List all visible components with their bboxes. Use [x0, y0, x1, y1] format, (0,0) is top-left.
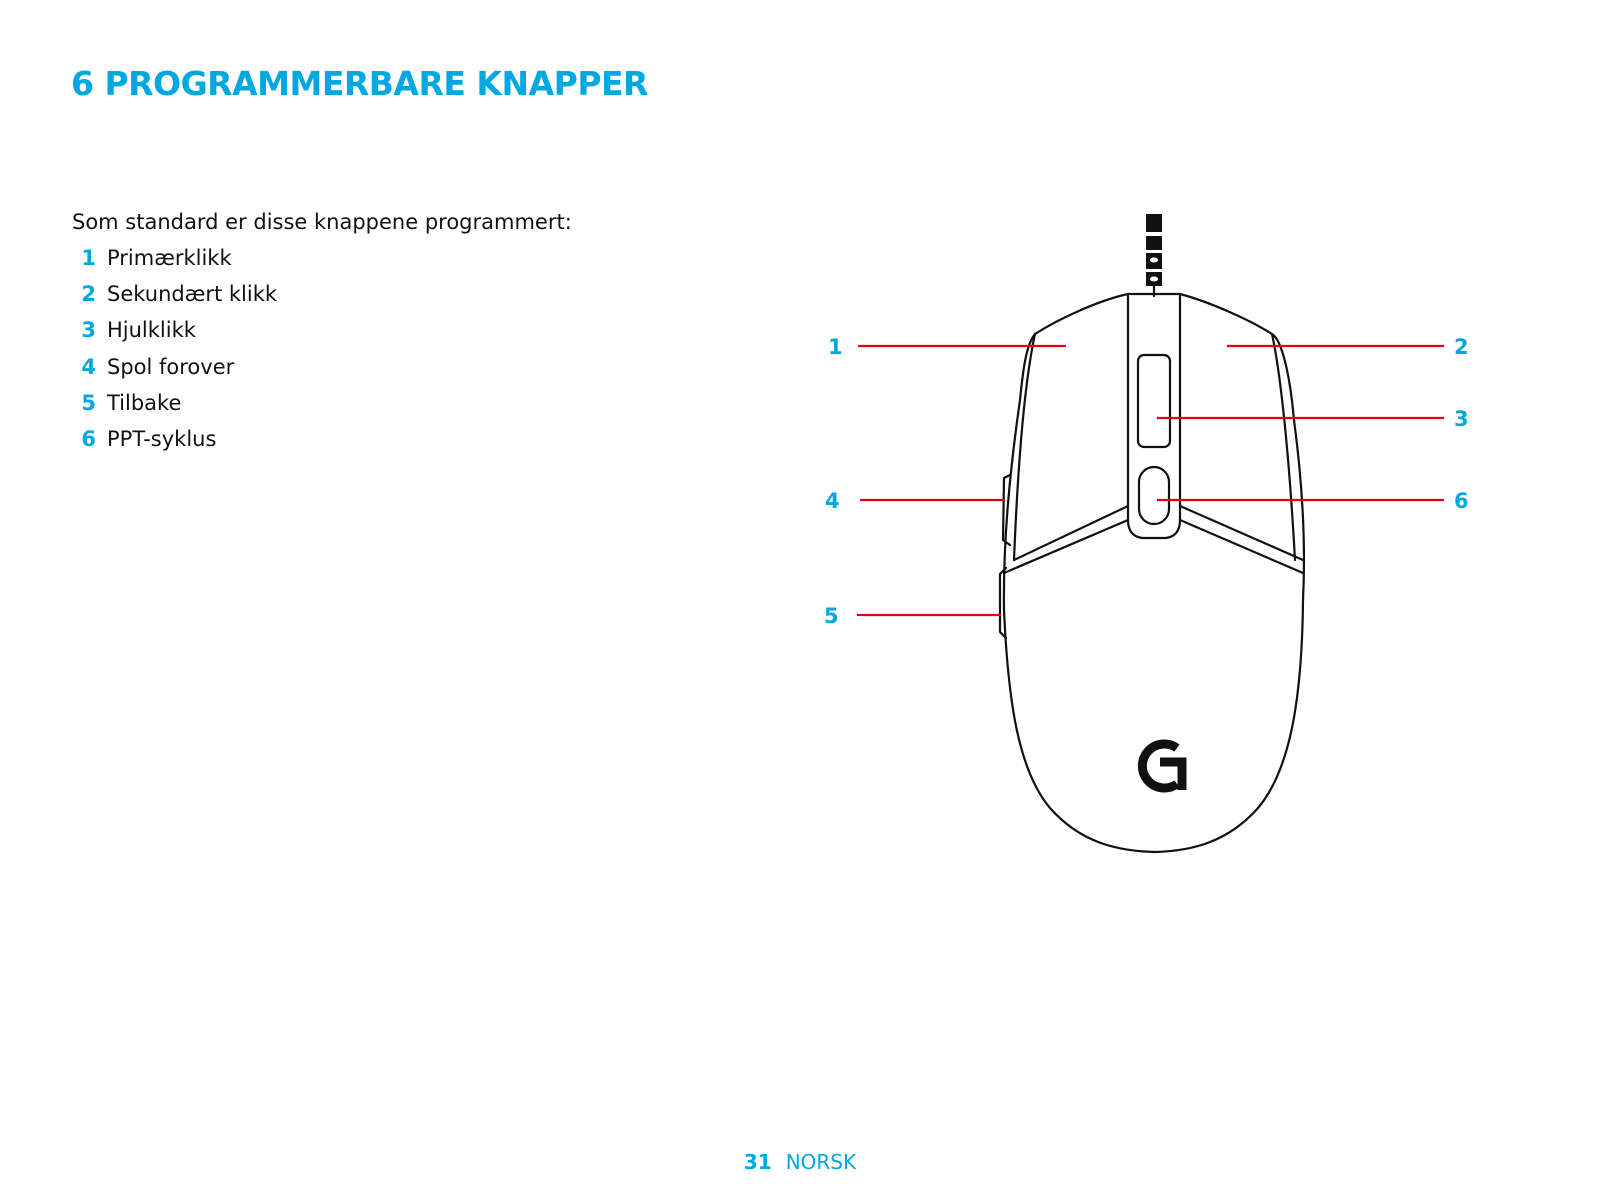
right-shoulder-line [1180, 506, 1303, 560]
callout-1: 1 [828, 335, 843, 359]
cable-icon [1146, 214, 1162, 296]
list-item-label: Sekundært klikk [107, 282, 278, 307]
callout-3: 3 [1454, 407, 1469, 431]
list-item-label: Hjulklikk [107, 318, 196, 343]
list-item-number: 5 [81, 390, 96, 415]
leader-lines [857, 346, 1444, 615]
palm-top-left [1004, 520, 1128, 573]
list-item-number: 2 [81, 282, 96, 307]
logitech-g-logo-icon [1142, 744, 1182, 790]
footer [0, 1150, 1600, 1174]
list-item-label: Spol forover [107, 354, 235, 379]
list-item-number: 3 [81, 318, 96, 343]
list-item-label: Primærklikk [107, 246, 232, 270]
intro-text: Som standard er disse knappene programmert: [72, 210, 572, 234]
palm-top-right [1180, 520, 1303, 573]
list-item-number: 6 [81, 426, 96, 451]
list-item-label: Tilbake [107, 390, 182, 415]
mouse-body-outline [1004, 294, 1304, 852]
callout-6: 6 [1454, 489, 1469, 513]
callout-4: 4 [825, 489, 840, 513]
left-shoulder-line [1014, 506, 1128, 560]
dpi-button [1139, 467, 1169, 524]
callout-5: 5 [824, 604, 839, 628]
right-side-line [1272, 334, 1295, 560]
page-number: 31 [743, 1150, 772, 1174]
list-item-number: 4 [81, 354, 96, 379]
list-item-number: 1 [81, 246, 96, 270]
callout-2: 2 [1454, 335, 1469, 359]
page-title: 6 PROGRAMMERBARE KNAPPER [71, 64, 648, 103]
footer-language: NORSK [785, 1150, 857, 1174]
scroll-wheel [1138, 355, 1170, 447]
list-item-label: PPT-syklus [107, 426, 217, 451]
